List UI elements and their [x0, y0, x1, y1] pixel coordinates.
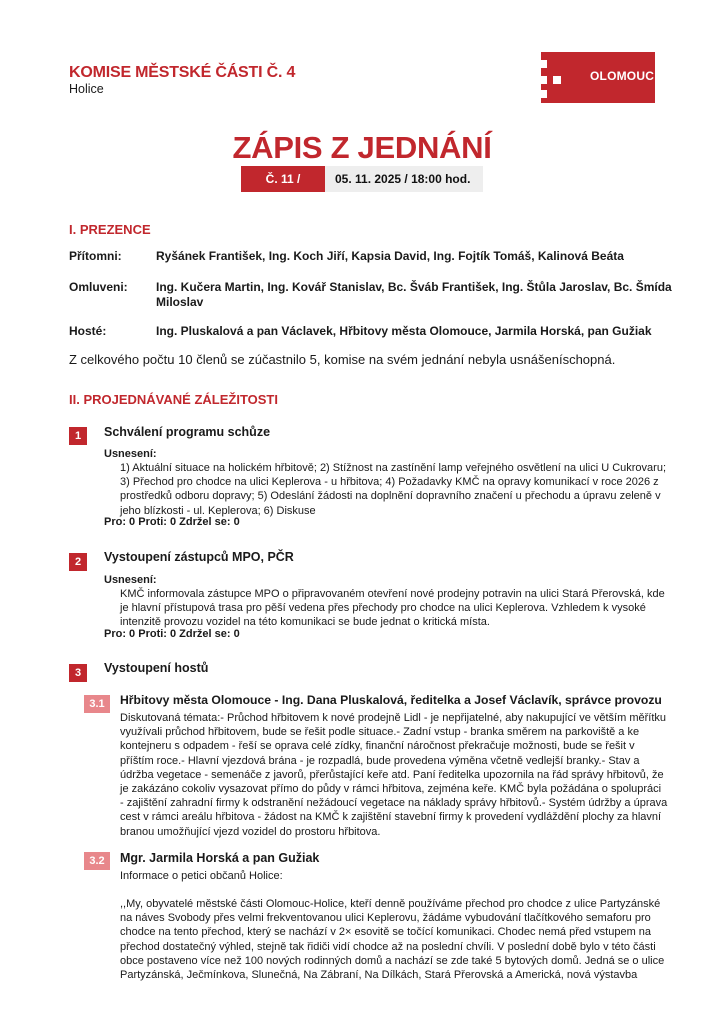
text-line: Partyzánská, Ječmínkova, Slunečná, Na Zábraní, Na Dílkách, Stará Přerovská a Americká, nová výstavba	[120, 969, 638, 982]
meeting-number: Č. 11 / 2025	[241, 166, 325, 192]
resolution-text	[120, 587, 690, 630]
resolution-label: Usnesení:	[104, 448, 157, 460]
present-value: Ryšánek František, Ing. Koch Jiří, Kapsia David, Ing. Fojtík Tomáš, Kalinová Beáta	[156, 249, 624, 263]
text-line: údržba vegetace - semenáče z javorů, přerůstající keře atd. Paní ředitelka upozornila na řád správy hřbitovů, že	[120, 768, 664, 781]
subitem-number-badge: 3.1	[84, 695, 110, 713]
subitem-title: Hřbitovy města Olomouce - Ing. Dana Pluskalová, ředitelka a Josef Václavík, správce provozu	[120, 693, 662, 707]
meeting-meta	[241, 166, 483, 212]
item-title: Vystoupení zástupců MPO, PČR	[104, 550, 294, 564]
excused-label: Omluveni:	[69, 280, 128, 294]
subitem-title: Mgr. Jarmila Horská a pan Gužiak	[120, 851, 320, 865]
text-line: chodce na tento přechod, který se nachází v 2× esovitě se točící komunikaci. Chodec nemá před vstupem na	[120, 926, 652, 939]
petition-text	[120, 897, 688, 982]
text-line: Diskutovaná témata:- Průchod hřbitovem k nové prodejně Lidl - je nepřijatelné, aby nakupující ve větším měřítku	[120, 712, 666, 724]
item-number-badge: 2	[69, 553, 87, 571]
text-line: ,,My, obyvatelé městské části Olomouc-Holice, kteří denně používáme přechod pro chodce z ulice Partyzánské	[120, 898, 661, 910]
guests-label: Hosté:	[69, 324, 107, 338]
resolution-line: 1) Aktuální situace na holickém hřbitově; 2) Stížnost na zastínění lamp veřejného osvětlení na ulici U Cukrovaru;	[120, 462, 667, 474]
text-line: příštím roce.- Hlavní vjezdová brána - je rozpadlá, bude provedena výměna včetně vedlejší branky.- Stav a	[120, 754, 640, 767]
excused-value: Ing. Kučera Martin, Ing. Kovář Stanislav, Bc. Šváb František, Ing. Štůla Jaroslav, Bc. Šmída Miloslav	[156, 280, 672, 309]
resolution-label: Usnesení:	[104, 574, 157, 586]
meeting-date: 05. 11. 2025 / 18:00 hod.	[325, 166, 483, 192]
attendance-excused	[69, 280, 689, 310]
text-line: je zakázáno cokoliv vysazovat přímo do půdy v rámci hřbitova, zejména keře. KMČ byla požádána o spolupráci	[120, 783, 662, 796]
committee-subtitle: Holice	[69, 82, 104, 96]
committee-name: KOMISE MĚSTSKÉ ČÁSTI Č. 4	[69, 64, 296, 81]
text-line: obce postaveno více než 100 nových rodinných domů a nachází se zde také 5 bytových domů. Jedná se o ulice	[120, 954, 665, 967]
item-title: Schválení programu schůze	[104, 425, 271, 439]
document-title: ZÁPIS Z JEDNÁNÍ	[232, 130, 492, 165]
text-line: na náves Svobody přes velmi frekventovanou ulici Keplerovu, žádáme vybudování tlačítkového semaforu pro	[120, 912, 651, 925]
resolution-text	[120, 461, 690, 518]
subitem-number-badge: 3.2	[84, 852, 110, 870]
petition-intro: Informace o petici občanů Holice:	[120, 870, 283, 882]
text-line: kontejneru s odpadem - řeší se oprava celé zídky, finanční náročnost překračuje možnosti, bude se řešit v	[120, 740, 635, 753]
resolution-line: KMČ informovala zástupce MPO o připravovaném otevření nové prodejny potravin na ulici Stará Přerovská, kde	[120, 588, 665, 600]
resolution-line: prostředků odboru dopravy; 5) Odeslání žádosti na doplnění dopravního značení u přechodu a úpravu zeleně v	[120, 490, 661, 503]
resolution-line: je hlavní přístupová trasa pro pěší vedena přes přechody pro chodce na ulici Keplerova. Vzhledem k vysoké	[120, 602, 646, 615]
vote-result: Pro: 0 Proti: 0 Zdržel se: 0	[104, 516, 240, 528]
vote-result: Pro: 0 Proti: 0 Zdržel se: 0	[104, 628, 240, 640]
text-line: branou umožňující vjezd vozidel do prostoru hřbitova.	[120, 825, 381, 838]
item-number-badge: 1	[69, 427, 87, 445]
text-line: přechod dostatečný výhled, stejně tak řidiči vidí chodce až na poslední chvíli. V poslední době bylo v této části	[120, 940, 656, 953]
resolution-line: intenzitě provozu vozidel na této komunikaci se bude jednat o kritická místa.	[120, 616, 490, 629]
guests-value: Ing. Pluskalová a pan Václavek, Hřbitovy města Olomouce, Jarmila Horská, pan Gužiak	[156, 324, 652, 338]
text-line: využívali průchod hřbitovem, bude se řešit podle situace.- Zadní vstup - branka směrem na parkoviště a ke	[120, 726, 640, 739]
item-number-badge: 3	[69, 664, 87, 682]
logo-text: OLOMOUC	[590, 69, 655, 83]
subitem-text	[120, 711, 688, 839]
quorum-summary: Z celkového počtu 10 členů se zúčastnilo 5, komise na svém jednání nebyla usnášeníschopná.	[69, 352, 616, 367]
text-line: cest v rámci areálu hřbitova - žádost na KMČ k zajištění stavební firmy k provedení vydláždění plochy za hlavní	[120, 811, 662, 824]
section-heading-agenda: II. PROJEDNÁVANÉ ZÁLEŽITOSTI	[69, 392, 278, 407]
present-label: Přítomni:	[69, 249, 122, 263]
item-title: Vystoupení hostů	[104, 661, 209, 675]
attendance-guests	[69, 324, 689, 339]
section-heading-prezence: I. PREZENCE	[69, 222, 151, 237]
resolution-line: 3) Přechod pro chodce na ulici Keplerova - u hřbitova; 4) Požadavky KMČ na opravy komunikací v roce 2026 z	[120, 476, 659, 489]
text-line: - zajištění zahradní firmy k odstranění nežádoucí vegetace na náklady správy hřbitovů.- Systém údržby a úprava	[120, 797, 668, 810]
attendance-present	[69, 249, 689, 264]
resolution-line: jeho blízkosti - ul. Keplerova; 6) Diskuse	[120, 504, 316, 517]
